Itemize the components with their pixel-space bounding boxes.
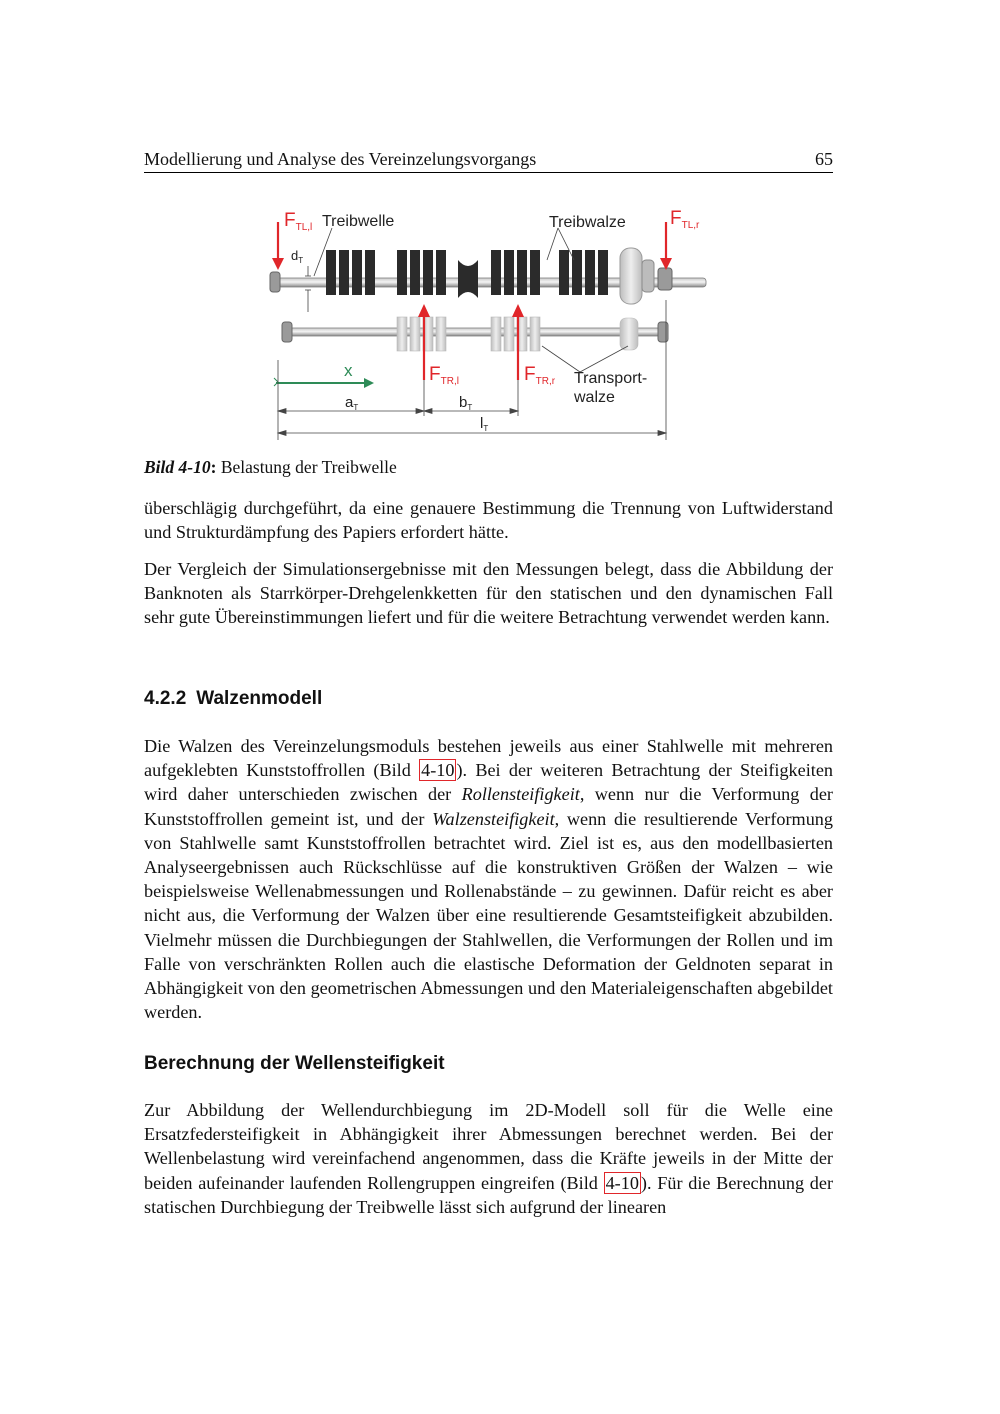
p3-text-4: , wenn die resultierende Verformung von Stahlwelle samt Kunststoffrollen betrachtet wird. Ziel ist es, aus den modellbasierten Analyseergebnissen auch Rückschlüsse auf die konstruktiven Größen der Walzen – wie beispielsweise Wellenabmessungen und Rollenabstände – zu gewinnen. Dafür reicht es aber nicht aus, die Verformung der Walzen über eine resultierende Gesamtsteifigkeit abzubilden. Vielmehr müssen die Durchbiegungen der Stahlwellen, die Verformungen der Rollen und im Falle von verschränkten Rollen auch die elastische Deformation der Geldnoten separat in Abhängigkeit von den geometrischen Abmessungen und den Materialeigenschaften abgebildet werden. xyxy=(144,808,833,1023)
svg-text:FTR,r xyxy=(524,364,556,387)
x-axis-arrow xyxy=(274,378,374,388)
label-transport-2: walze xyxy=(574,389,615,406)
right-gear xyxy=(620,248,672,304)
term-walzensteifigkeit: Walzensteifigkeit xyxy=(432,808,555,829)
page-number: 65 xyxy=(815,149,833,169)
subsection-heading: Berechnung der Wellensteifigkeit xyxy=(144,1053,445,1074)
label-treibwelle: Treibwelle xyxy=(322,213,395,230)
section-number: 4.2.2 xyxy=(144,688,187,709)
header-title: Modellierung und Analyse des Vereinzelungsvorgangs xyxy=(144,149,537,169)
p3-text-1: Die Walzen des Vereinzelungsmoduls bestehen jeweils aus einer Stahlwelle mit mehreren aufgeklebten Kunststoffrollen (Bild xyxy=(144,736,833,781)
svg-text:aT xyxy=(345,394,358,412)
running-header xyxy=(144,148,833,173)
figure-ref-link-2[interactable]: 4-10 xyxy=(605,1172,639,1193)
treibwalze-rollers xyxy=(326,250,608,298)
paragraph-2: Der Vergleich der Simulationsergebnisse mit den Messungen belegt, dass die Abbildung der Banknoten als Starrkörper-Drehgelenkketten für den statischen und den dynamischen Fall sehr gute Übereinstimmungen liefert und für die weitere Betrachtung verwendet werden kann. xyxy=(144,559,833,628)
label-ftr-left: F xyxy=(429,364,441,385)
paragraph-4 xyxy=(144,1098,833,1219)
label-ftl-left: F xyxy=(284,210,296,231)
label-dt: d xyxy=(291,248,299,263)
svg-text:bT xyxy=(459,394,472,412)
shaft-diagram xyxy=(262,200,722,446)
figure-ref-link[interactable]: 4-10 xyxy=(421,760,455,781)
label-bt: b xyxy=(459,394,468,411)
label-x: x xyxy=(344,361,353,380)
label-transport-1: Transport- xyxy=(574,370,648,387)
svg-text:lT xyxy=(480,415,488,433)
p4-text-2: ). Für die Berechnung der statischen Durchbiegung der Treibwelle lässt sich aufgrund der linearen xyxy=(144,1172,834,1217)
right-bearing-lower xyxy=(658,322,668,342)
p3-text-3: , wenn nur die Verformung der Kunststoffrollen gemeint ist, und der xyxy=(144,784,833,829)
term-rollensteifigkeit: Rollensteifigkeit xyxy=(461,784,580,805)
label-ftr-left-sub: TR,l xyxy=(440,376,459,387)
label-ftr-right-sub: TR,r xyxy=(535,376,556,387)
transportwalze-shaft xyxy=(286,328,666,336)
label-lt: l xyxy=(480,415,484,432)
left-bearing-upper xyxy=(270,272,280,292)
svg-text:FTL,r xyxy=(670,208,700,231)
label-ftl-right: F xyxy=(670,208,682,229)
label-at-sub: T xyxy=(353,403,359,412)
p4-text-1: Zur Abbildung der Wellendurchbiegung im 2D-Modell soll für die Welle eine Ersatzfedersteifigkeit in Abhängigkeit ihrer Abmessungen berechnet werden. Bei der Wellenbelastung wird vereinfachend angenommen, dass die Kräfte jeweils in der Mitte der beiden aufeinander laufenden Rollengruppen eingreifen (Bild xyxy=(144,1100,833,1193)
force-arrows xyxy=(272,222,672,380)
paragraph-3 xyxy=(144,734,833,1024)
label-bt-sub: T xyxy=(467,403,473,412)
label-treibwalze: Treibwalze xyxy=(549,214,626,231)
label-at: a xyxy=(345,394,354,411)
caption-colon: : xyxy=(210,457,217,477)
label-ftl-right-sub: TL,r xyxy=(681,220,700,231)
svg-text:FTL,l xyxy=(284,210,312,233)
label-ftl-left-sub: TL,l xyxy=(295,222,313,233)
figure-4-10 xyxy=(262,200,722,446)
paragraph-1: überschlägig durchgeführt, da eine genauere Bestimmung die Trennung von Luftwiderstand und Strukturdämpfung des Papiers erfordert hätte. xyxy=(144,498,833,543)
section-title: Walzenmodell xyxy=(196,688,323,709)
figure-caption xyxy=(144,457,397,478)
svg-text:dT xyxy=(291,248,303,265)
left-bearing-lower xyxy=(282,322,292,342)
caption-text: Belastung der Treibwelle xyxy=(216,457,397,477)
svg-text:FTR,l xyxy=(429,364,459,387)
leader-lines xyxy=(305,228,628,372)
label-ftr-right: F xyxy=(524,364,536,385)
p3-text-2: ). Bei der weiteren Betrachtung der Steifigkeiten wird daher unterschieden zwischen der xyxy=(144,760,833,805)
section-heading xyxy=(144,688,322,710)
caption-label: Bild 4-10 xyxy=(144,457,211,477)
label-lt-sub: T xyxy=(483,424,489,433)
label-dt-sub: T xyxy=(298,256,304,265)
